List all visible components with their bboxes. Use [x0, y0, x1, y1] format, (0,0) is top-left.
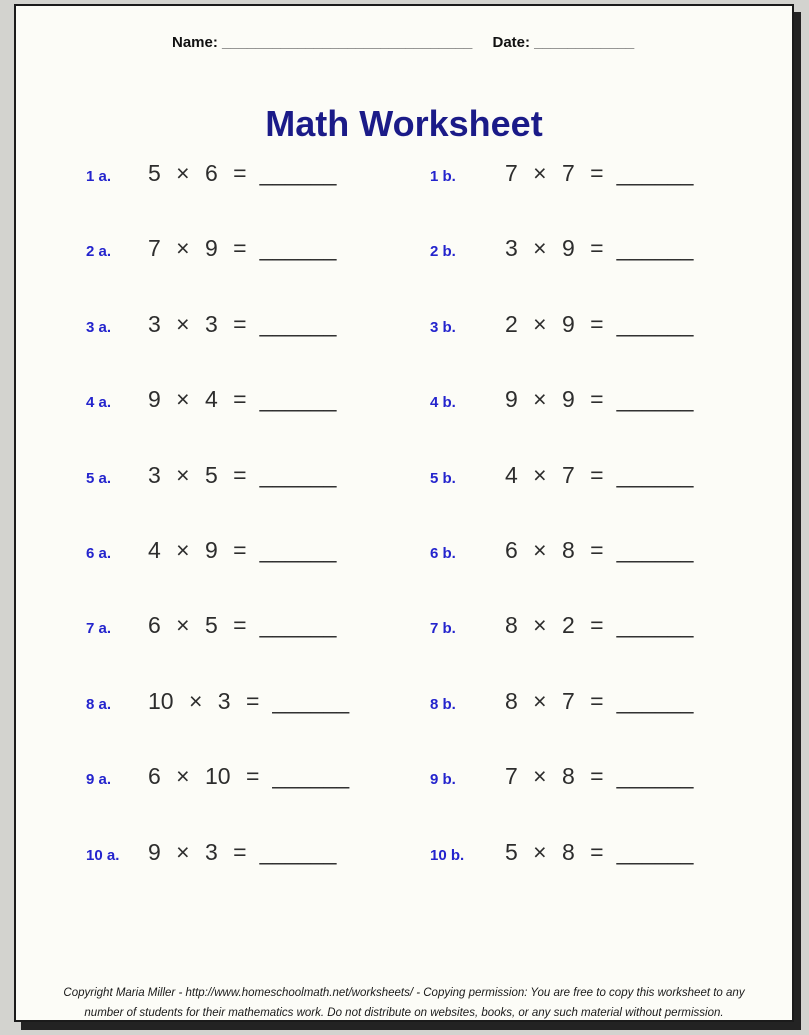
problem-expression: 5 × 6 = [148, 160, 247, 186]
problem-label: 4 b. [430, 394, 456, 412]
problem-10a [86, 839, 430, 866]
page-title: Math Worksheet [265, 103, 543, 144]
header [172, 34, 634, 51]
problem-row-6 [16, 537, 792, 612]
answer-blank: ______ [616, 536, 694, 563]
problem-5b [430, 462, 760, 489]
answer-blank: ______ [616, 461, 694, 488]
answer-blank: ______ [259, 235, 337, 262]
name-blank-line: ______________________________ [222, 34, 473, 51]
problem-label: 2 b. [430, 243, 456, 261]
problem-label: 5 b. [430, 469, 456, 487]
problem-expression: 6 × 10 = [148, 763, 260, 790]
problem-expression: 9 × 9 = [505, 386, 604, 413]
problem-9b [430, 763, 760, 790]
problem-label: 10 a. [86, 846, 120, 864]
problem-2a [86, 235, 430, 262]
problem-row-7 [16, 612, 792, 687]
answer-blank: ______ [259, 612, 337, 639]
problem-10b [430, 839, 760, 866]
problem-label: 1 b. [430, 168, 456, 185]
problem-label: 7 a. [86, 620, 112, 638]
problem-4a [86, 386, 430, 413]
answer-blank: ______ [616, 763, 694, 790]
problem-expression: 5 × 8 = [505, 838, 604, 865]
problem-expression: 7 × 8 = [505, 763, 604, 790]
answer-blank: ______ [616, 235, 694, 262]
problem-expression: 7 × 7 = [505, 160, 604, 186]
problem-expression: 4 × 7 = [505, 461, 604, 488]
name-label: Name: [172, 34, 218, 51]
problem-label: 10 b. [430, 846, 465, 864]
answer-blank: ______ [616, 310, 694, 337]
problem-label: 2 a. [86, 243, 112, 261]
problem-2b [430, 235, 760, 262]
problem-row-2 [16, 235, 792, 310]
problem-row-4 [16, 386, 792, 461]
problem-5a [86, 462, 430, 489]
problem-6a [86, 537, 430, 564]
answer-blank: ______ [259, 160, 337, 186]
problem-label: 8 a. [86, 695, 112, 713]
answer-blank: ______ [616, 612, 694, 639]
problem-label: 5 a. [86, 469, 112, 487]
problem-6b [430, 537, 760, 564]
answer-blank: ______ [259, 536, 337, 563]
copyright-line-2: number of students for their mathematics work. Do not distribute on websites, books, or any such material without permission. [84, 1007, 724, 1019]
problem-row-3 [16, 311, 792, 386]
problem-expression: 10 × 3 = [148, 687, 260, 714]
problem-expression: 3 × 3 = [148, 310, 247, 337]
problem-expression: 6 × 5 = [148, 612, 247, 639]
problem-7a [86, 612, 430, 639]
answer-blank: ______ [272, 687, 350, 714]
problem-label: 7 b. [430, 620, 456, 638]
problem-expression: 9 × 4 = [148, 386, 247, 413]
problem-1a [86, 160, 430, 187]
problems-grid [16, 160, 792, 914]
problem-row-5 [16, 462, 792, 537]
answer-blank: ______ [616, 160, 694, 186]
problem-expression: 9 × 3 = [148, 838, 247, 865]
problem-row-1 [16, 160, 792, 235]
answer-blank: ______ [616, 838, 694, 865]
problem-row-10 [16, 839, 792, 914]
problem-label: 3 b. [430, 318, 456, 336]
problem-expression: 6 × 8 = [505, 536, 604, 563]
problem-expression: 4 × 9 = [148, 536, 247, 563]
answer-blank: ______ [616, 687, 694, 714]
problem-expression: 2 × 9 = [505, 310, 604, 337]
problem-row-9 [16, 763, 792, 838]
problem-label: 4 a. [86, 394, 112, 412]
problem-7b [430, 612, 760, 639]
problem-expression: 8 × 2 = [505, 612, 604, 639]
problem-expression: 8 × 7 = [505, 687, 604, 714]
answer-blank: ______ [616, 386, 694, 413]
copyright-footer [16, 983, 792, 1023]
problem-label: 8 b. [430, 695, 456, 713]
copyright-line-1: Copyright Maria Miller - http://www.homeschoolmath.net/worksheets/ - Copying permission: You are free to copy this worksheet to any [63, 987, 745, 999]
problem-expression: 3 × 5 = [148, 461, 247, 488]
problem-label: 6 a. [86, 544, 112, 562]
problem-label: 9 a. [86, 771, 112, 789]
problem-3b [430, 311, 760, 338]
date-label: Date: [492, 34, 530, 51]
problem-expression: 7 × 9 = [148, 235, 247, 262]
problem-9a [86, 763, 430, 790]
answer-blank: ______ [272, 763, 350, 790]
date-blank-line: ____________ [534, 34, 635, 51]
problem-8b [430, 688, 760, 715]
problem-label: 9 b. [430, 771, 456, 789]
answer-blank: ______ [259, 838, 337, 865]
answer-blank: ______ [259, 386, 337, 413]
answer-blank: ______ [259, 461, 337, 488]
problem-label: 3 a. [86, 318, 112, 336]
answer-blank: ______ [259, 310, 337, 337]
problem-expression: 3 × 9 = [505, 235, 604, 262]
problem-4b [430, 386, 760, 413]
worksheet-page [14, 4, 794, 1022]
problem-3a [86, 311, 430, 338]
problem-label: 6 b. [430, 544, 456, 562]
problem-8a [86, 688, 430, 715]
problem-label: 1 a. [86, 168, 112, 185]
problem-row-8 [16, 688, 792, 763]
problem-1b [430, 160, 760, 187]
